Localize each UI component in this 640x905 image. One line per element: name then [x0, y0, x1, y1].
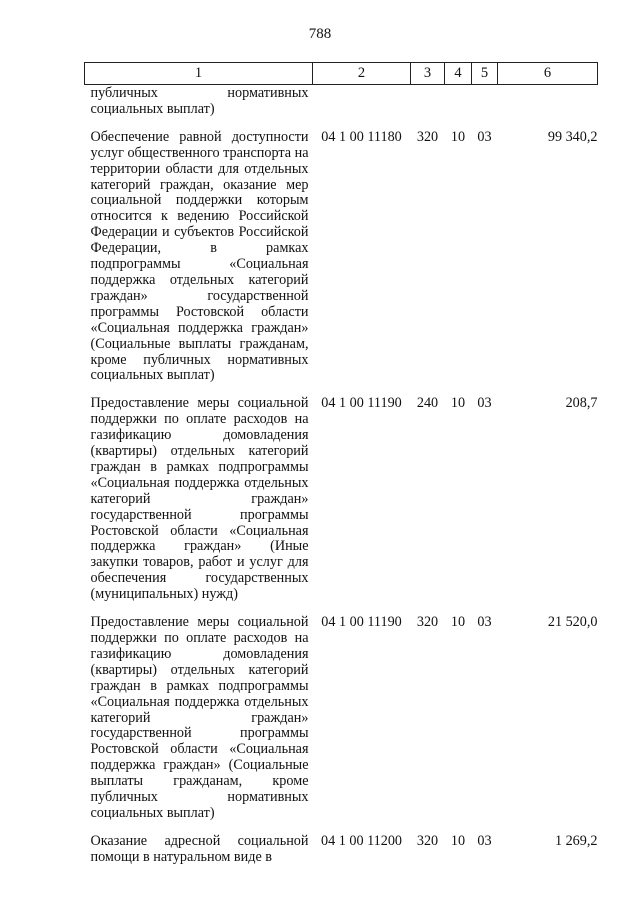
budget-table: [84, 62, 598, 866]
row-pr: 03: [477, 395, 492, 412]
row-amount: 21 520,0: [547, 614, 598, 631]
row-amount: 208,7: [565, 395, 598, 412]
row-vr: 320: [416, 832, 439, 849]
row-code: 04 1 00 11190: [321, 614, 402, 631]
row-code: 04 1 00 11190: [321, 395, 402, 412]
row-rz: 10: [450, 832, 466, 849]
table-row: [85, 615, 598, 822]
continuation-row: [85, 85, 598, 118]
row-rz: 10: [450, 395, 466, 412]
row-code: 04 1 00 11200: [320, 832, 403, 849]
col-header-5: 5: [472, 63, 498, 85]
row-amount: 1 269,2: [554, 832, 598, 849]
row-vr: 320: [416, 614, 439, 631]
row-pr: 03: [477, 614, 492, 631]
row-vr: 320: [416, 128, 439, 145]
table-row: [85, 834, 598, 866]
row-amount: 99 340,2: [547, 128, 598, 145]
col-header-6: 6: [498, 63, 598, 85]
row-description: Предоставление меры социальной поддержки по оплате расходов на газификацию домовладения (квартиры) отдельных категорий граждан в рамках подпрограммы «Социальная поддержка отдельных категорий граждан» государственной программы Ростовской области «Социальная поддержка граждан» (Социальные выплаты гражданам, кроме публичных нормативных социальных выплат): [90, 614, 309, 821]
row-description: Обеспечение равной доступности услуг общественного транспорта на территории области для отдельных категорий граждан, оказание мер социальной поддержки которым относится к ведению Российской Федерации и субъектов Российской Федерации, в рамках подпрограммы «Социальная поддержка отдельных категорий граждан» государственной программы Ростовской области «Социальная поддержка граждан» (Социальные выплаты гражданам, кроме публичных нормативных социальных выплат): [90, 128, 309, 384]
row-description: Предоставление меры социальной поддержки по оплате расходов на газификацию домовладения (квартиры) отдельных категорий граждан в рамках подпрограммы «Социальная поддержка отдельных категорий граждан» государственной программы Ростовской области «Социальная поддержка граждан» (Иные закупки товаров, работ и услуг для обеспечения государственных (муниципальных) нужд): [90, 395, 309, 603]
row-pr: 03: [477, 128, 492, 145]
continuation-text: публичных нормативных социальных выплат): [90, 85, 309, 117]
header-row: [85, 63, 598, 85]
col-header-3: 3: [411, 63, 445, 85]
col-header-4: 4: [445, 63, 472, 85]
row-pr: 03: [477, 832, 492, 849]
row-rz: 10: [450, 614, 466, 631]
table-row: [85, 396, 598, 603]
row-code: 04 1 00 11180: [321, 128, 402, 145]
page-number: 788: [308, 26, 332, 42]
table-row: [85, 130, 598, 385]
col-header-2: 2: [313, 63, 411, 85]
col-header-1: 1: [85, 63, 313, 85]
row-vr: 240: [416, 395, 439, 412]
row-rz: 10: [450, 128, 466, 145]
row-description: Оказание адресной социальной помощи в натуральном виде в: [90, 832, 309, 865]
